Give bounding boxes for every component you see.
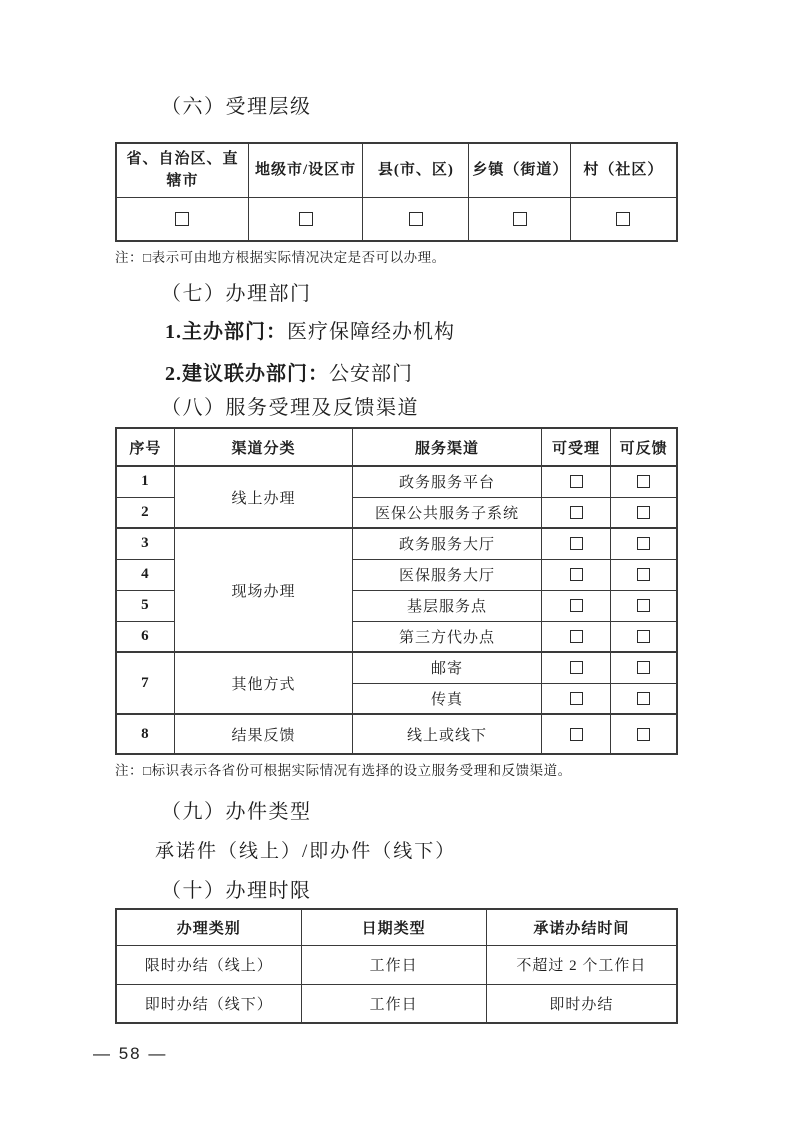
service-channel: 第三方代办点 <box>353 621 541 652</box>
service-channel: 政务服务平台 <box>353 466 541 497</box>
checkbox-cell <box>541 652 611 683</box>
checkbox <box>570 599 583 612</box>
page-number: — 58 — <box>93 1044 168 1063</box>
row-index: 4 <box>116 559 174 590</box>
column-header-service-channel: 服务渠道 <box>353 428 541 466</box>
service-channels-header-row <box>116 428 677 466</box>
service-channels-table <box>115 427 678 755</box>
checkbox-cell <box>541 559 611 590</box>
service-channel: 基层服务点 <box>353 590 541 621</box>
checkbox-cell <box>363 197 469 241</box>
channel-category: 现场办理 <box>174 528 352 652</box>
service-channels-note: 注：□标识表示各省份可根据实际情况有选择的设立服务受理和反馈渠道。 <box>115 763 572 778</box>
checkbox-cell <box>541 590 611 621</box>
column-header-can-feedback: 可反馈 <box>611 428 677 466</box>
checkbox <box>637 506 650 519</box>
column-header-county: 县(市、区) <box>363 143 469 197</box>
item-type-value: 承诺件（线上）/即办件（线下） <box>155 841 457 862</box>
table-row <box>116 528 677 559</box>
main-department-value: 医疗保障经办机构 <box>287 321 455 343</box>
acceptance-level-note: 注：□表示可由地方根据实际情况决定是否可以办理。 <box>115 250 446 265</box>
checkbox <box>513 212 527 226</box>
section-heading-service-channels: （八）服务受理及反馈渠道 <box>161 397 419 419</box>
checkbox-cell <box>541 714 611 754</box>
promised-time: 即时办结 <box>486 984 677 1023</box>
column-header-prefecture: 地级市/设区市 <box>248 143 362 197</box>
checkbox-cell <box>611 683 677 714</box>
joint-department-label: 2.建议联办部门： <box>165 363 329 385</box>
checkbox <box>570 661 583 674</box>
handling-category: 即时办结（线下） <box>116 984 301 1023</box>
time-limit-table <box>115 908 678 1024</box>
checkbox <box>570 728 583 741</box>
checkbox-cell <box>611 590 677 621</box>
row-index: 6 <box>116 621 174 652</box>
checkbox-cell <box>248 197 362 241</box>
section-heading-time-limit: （十）办理时限 <box>161 880 312 902</box>
row-index: 3 <box>116 528 174 559</box>
joint-department-value: 公安部门 <box>329 363 413 385</box>
checkbox <box>570 506 583 519</box>
checkbox-cell <box>541 683 611 714</box>
column-header-township: 乡镇（街道） <box>469 143 571 197</box>
service-channel: 传真 <box>353 683 541 714</box>
time-limit-header-row <box>116 909 677 945</box>
checkbox-cell <box>611 652 677 683</box>
row-index: 8 <box>116 714 174 754</box>
checkbox-cell <box>541 621 611 652</box>
service-channel: 政务服务大厅 <box>353 528 541 559</box>
column-header-date-type: 日期类型 <box>301 909 486 945</box>
promised-time: 不超过 2 个工作日 <box>486 945 677 984</box>
checkbox <box>175 212 189 226</box>
checkbox-cell <box>611 466 677 497</box>
acceptance-level-header-row <box>116 143 677 197</box>
checkbox-cell <box>541 528 611 559</box>
checkbox <box>637 630 650 643</box>
section-heading-handling-department: （七）办理部门 <box>161 283 312 305</box>
checkbox-cell <box>611 714 677 754</box>
checkbox <box>299 212 313 226</box>
checkbox <box>637 692 650 705</box>
date-type: 工作日 <box>301 984 486 1023</box>
channel-category: 结果反馈 <box>174 714 352 754</box>
checkbox-cell <box>611 559 677 590</box>
table-row <box>116 652 677 683</box>
acceptance-level-checkbox-row <box>116 197 677 241</box>
table-row <box>116 466 677 497</box>
table-row <box>116 984 677 1023</box>
column-header-channel-category: 渠道分类 <box>174 428 352 466</box>
column-header-promised-time: 承诺办结时间 <box>486 909 677 945</box>
row-index: 2 <box>116 497 174 528</box>
checkbox <box>409 212 423 226</box>
checkbox-cell <box>116 197 248 241</box>
row-index: 1 <box>116 466 174 497</box>
table-row <box>116 714 677 754</box>
checkbox <box>570 692 583 705</box>
column-header-index: 序号 <box>116 428 174 466</box>
row-index: 7 <box>116 652 174 714</box>
checkbox-cell <box>469 197 571 241</box>
main-department-line <box>115 315 678 344</box>
checkbox <box>570 475 583 488</box>
channel-category: 线上办理 <box>174 466 352 528</box>
checkbox-cell <box>570 197 677 241</box>
checkbox <box>637 661 650 674</box>
acceptance-level-table <box>115 142 678 242</box>
section-heading-acceptance-level: （六）受理层级 <box>161 96 312 118</box>
column-header-handling-category: 办理类别 <box>116 909 301 945</box>
checkbox <box>570 568 583 581</box>
service-channel: 邮寄 <box>353 652 541 683</box>
checkbox <box>637 568 650 581</box>
channel-category: 其他方式 <box>174 652 352 714</box>
column-header-can-accept: 可受理 <box>541 428 611 466</box>
checkbox <box>637 728 650 741</box>
checkbox-cell <box>611 621 677 652</box>
checkbox-cell <box>541 466 611 497</box>
joint-department-line <box>115 357 678 386</box>
column-header-province: 省、自治区、直辖市 <box>116 143 248 197</box>
section-heading-item-type: （九）办件类型 <box>161 801 312 823</box>
checkbox-cell <box>541 497 611 528</box>
checkbox <box>637 599 650 612</box>
checkbox <box>570 537 583 550</box>
main-department-label: 1.主办部门： <box>165 321 287 343</box>
checkbox <box>616 212 630 226</box>
table-row <box>116 945 677 984</box>
checkbox <box>637 537 650 550</box>
checkbox <box>570 630 583 643</box>
row-index: 5 <box>116 590 174 621</box>
checkbox-cell <box>611 528 677 559</box>
service-channel: 医保公共服务子系统 <box>353 497 541 528</box>
date-type: 工作日 <box>301 945 486 984</box>
checkbox <box>637 475 650 488</box>
service-channel: 线上或线下 <box>353 714 541 754</box>
column-header-village: 村（社区） <box>570 143 677 197</box>
service-channel: 医保服务大厅 <box>353 559 541 590</box>
handling-category: 限时办结（线上） <box>116 945 301 984</box>
checkbox-cell <box>611 497 677 528</box>
